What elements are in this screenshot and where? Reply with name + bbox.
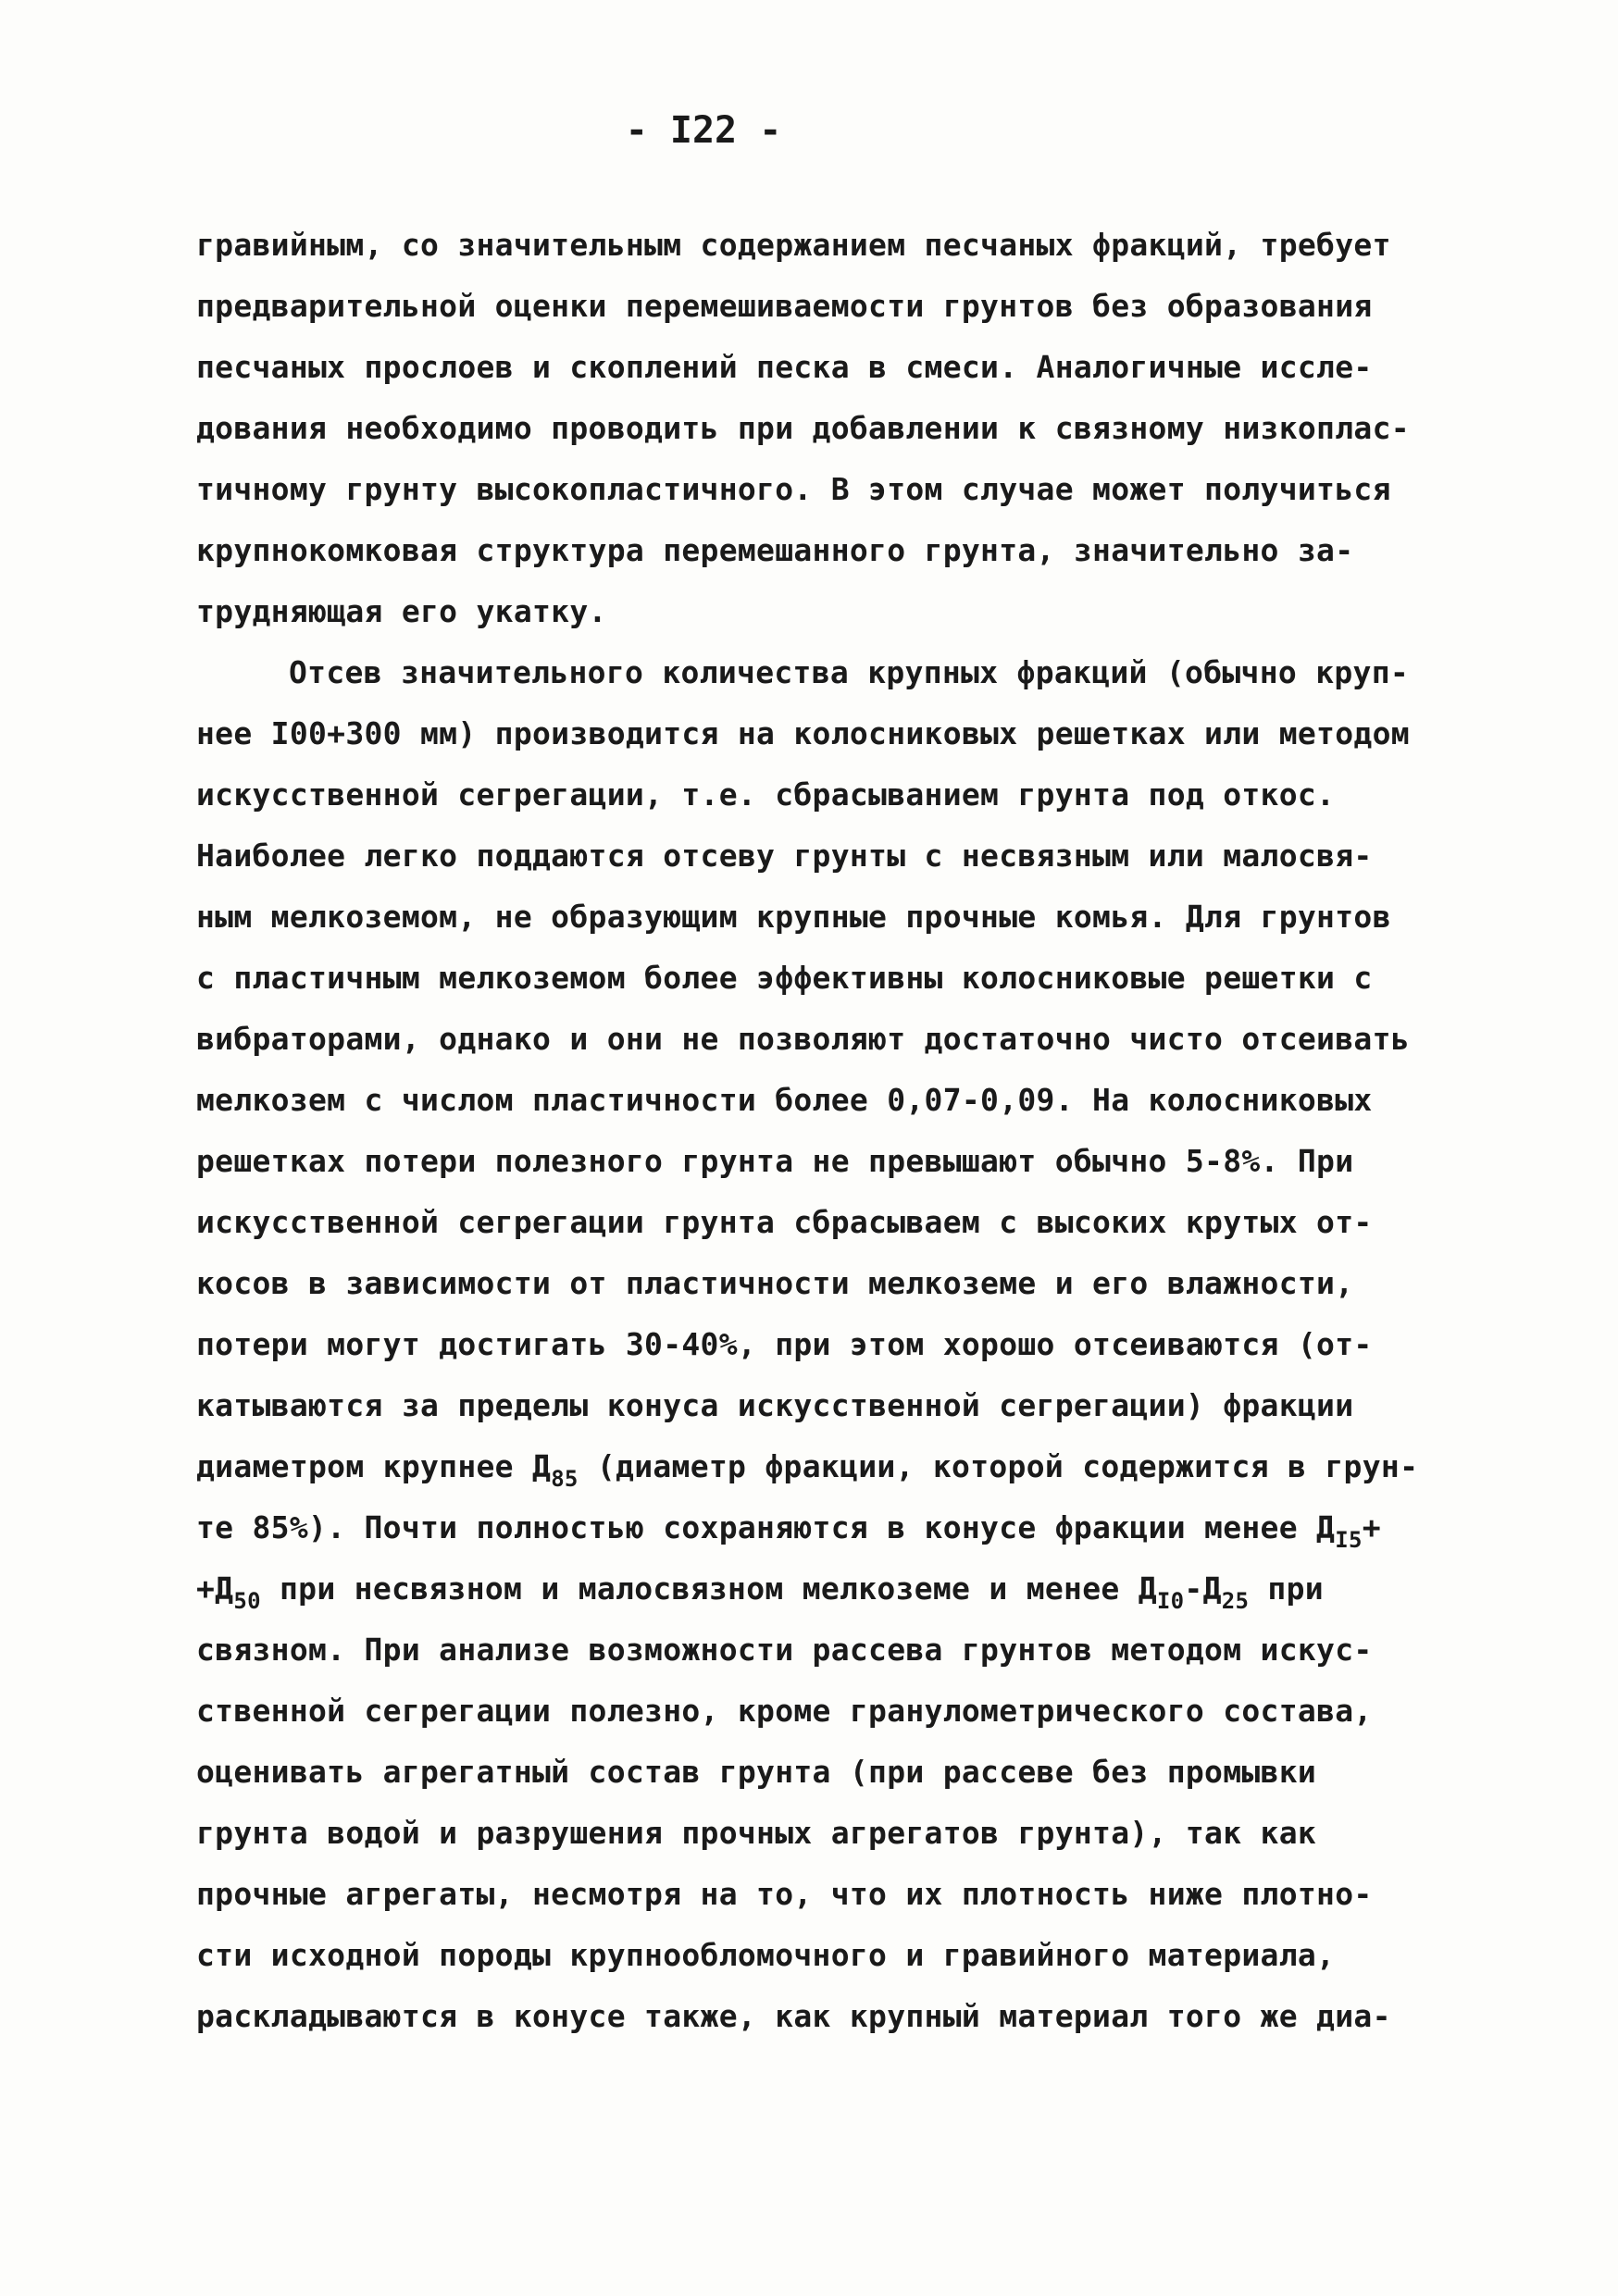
page-number: - I22 - [625,109,782,152]
text-segment: потери могут достигать 30-40%, при этом хорошо отсеиваются (от- [196,1326,1373,1362]
text-line [196,1375,1435,1436]
text-segment: решетках потери полезного грунта не превышают обычно 5-8%. При [196,1143,1354,1179]
text-segment: ственной сегрегации полезно, кроме гранулометрического состава, [196,1693,1373,1729]
subscript: I0 [1156,1588,1185,1614]
subscript: 85 [551,1466,579,1492]
text-line [196,1925,1435,1986]
text-line [196,1497,1435,1558]
text-line [196,1558,1435,1620]
text-line [196,764,1435,825]
text-segment: с пластичным мелкоземом более эффективны колосниковые решетки с [196,960,1373,996]
text-segment: нее I00+300 мм) производится на колосниковых решетках или методом [196,715,1410,751]
text-line [196,1436,1435,1497]
text-segment: связном. При анализе возможности рассева грунтов методом искус- [196,1632,1373,1668]
body-text [196,215,1435,2047]
text-line [196,215,1435,276]
text-segment: мелкозем с числом пластичности более 0,07-0,09. На колосниковых [196,1082,1373,1118]
text-line [196,642,1435,703]
text-segment: предварительной оценки перемешиваемости грунтов без образования [196,288,1373,324]
text-line [196,825,1435,887]
text-segment: (диаметр фракции, которой содержится в грун- [578,1448,1419,1484]
text-segment: раскладываются в конусе также, как крупный материал того же диа- [196,1998,1391,2034]
text-line [196,1864,1435,1925]
text-line [196,581,1435,642]
text-segment: дования необходимо проводить при добавлении к связному низкоплас- [196,410,1410,446]
subscript: 50 [233,1588,261,1614]
text-segment: искусственной сегрегации грунта сбрасываем с высоких крутых от- [196,1204,1373,1240]
text-segment: -Д [1184,1570,1222,1607]
text-segment: прочные агрегаты, несмотря на то, что их плотность ниже плотно- [196,1876,1373,1912]
text-line [196,1803,1435,1864]
text-segment: оценивать агрегатный состав грунта (при рассеве без промывки [196,1754,1317,1790]
text-segment: + [1362,1509,1381,1545]
text-line [196,887,1435,948]
text-line [196,1742,1435,1803]
text-line [196,398,1435,459]
text-segment: грунта водой и разрушения прочных агрегатов грунта), так как [196,1815,1317,1851]
subscript: 25 [1221,1588,1250,1614]
text-line [196,1009,1435,1070]
text-line [196,948,1435,1009]
text-segment: +Д [196,1570,234,1607]
text-segment: трудняющая его укатку. [196,593,607,629]
text-line [196,1253,1435,1314]
subscript: I5 [1335,1527,1363,1553]
text-segment: диаметром крупнее Д [196,1448,552,1484]
text-segment: тичному грунту высокопластичного. В этом случае может получиться [196,471,1391,507]
text-segment: те 85%). Почти полностью сохраняются в конусе фракции менее Д [196,1509,1336,1545]
text-line [196,703,1435,764]
text-segment: сти исходной породы крупнообломочного и гравийного материала, [196,1937,1336,1973]
text-segment: песчаных прослоев и скоплений песка в смеси. Аналогичные иссле- [196,349,1373,385]
text-segment: искусственной сегрегации, т.е. сбрасыванием грунта под откос. [196,776,1336,813]
text-segment: Наиболее легко поддаются отсеву грунты с несвязным или малосвя- [196,838,1373,874]
text-line [196,1986,1435,2047]
text-line [196,1314,1435,1375]
text-line [196,1131,1435,1192]
text-line [196,459,1435,520]
text-line [196,1192,1435,1253]
text-segment: крупнокомковая структура перемешанного грунта, значительно за- [196,532,1354,568]
text-segment: вибраторами, однако и они не позволяют достаточно чисто отсеивать [196,1021,1410,1057]
text-segment: катываются за пределы конуса искусственной сегрегации) фракции [196,1387,1354,1423]
text-line [196,276,1435,337]
text-segment: при [1249,1570,1324,1607]
text-segment: ным мелкоземом, не образующим крупные прочные комья. Для грунтов [196,899,1391,935]
text-segment: Отсев значительного количества крупных фракций (обычно круп- [289,654,1410,690]
text-line [196,1620,1435,1681]
text-segment: при несвязном и малосвязном мелкоземе и менее Д [260,1570,1157,1607]
text-line [196,520,1435,581]
text-segment: косов в зависимости от пластичности мелкоземе и его влажности, [196,1265,1354,1301]
text-line [196,1070,1435,1131]
text-line [196,1681,1435,1742]
text-line [196,337,1435,398]
text-segment: гравийным, со значительным содержанием песчаных фракций, требует [196,227,1391,263]
